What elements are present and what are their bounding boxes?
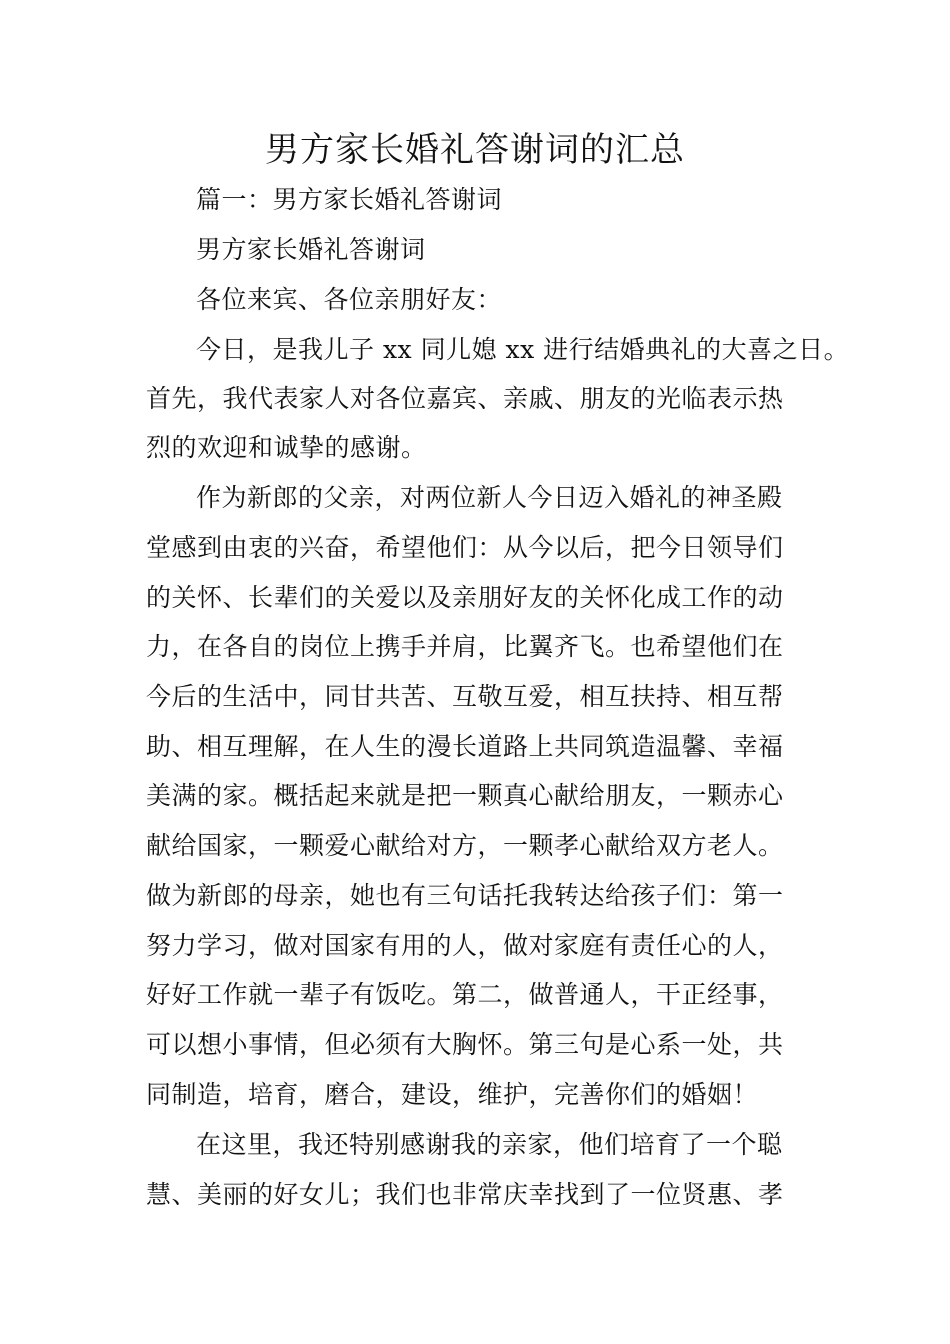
- body-line: 慧、美丽的好女儿；我们也非常庆幸找到了一位贤惠、孝: [146, 1180, 784, 1209]
- body-line: 的关怀、长辈们的关爱以及亲朋好友的关怀化成工作的动: [146, 583, 784, 612]
- body-line: 努力学习，做对国家有用的人，做对家庭有责任心的人，: [146, 931, 784, 960]
- body-line: 可以想小事情，但必须有大胸怀。第三句是心系一处，共: [146, 1030, 784, 1059]
- body-line: 献给国家，一颗爱心献给对方，一颗孝心献给双方老人。: [146, 831, 784, 860]
- body-line: 美满的家。概括起来就是把一颗真心献给朋友，一颗赤心: [146, 781, 784, 810]
- body-line: 作为新郎的父亲，对两位新人今日迈入婚礼的神圣殿: [196, 483, 783, 512]
- body-line: 做为新郎的母亲，她也有三句话托我转达给孩子们：第一: [146, 881, 784, 910]
- body-line: 在这里，我还特别感谢我的亲家，他们培育了一个聪: [196, 1130, 783, 1159]
- body-line: 首先，我代表家人对各位嘉宾、亲戚、朋友的光临表示热: [146, 384, 784, 413]
- body-line: 堂感到由衷的兴奋，希望他们：从今以后，把今日领导们: [146, 533, 784, 562]
- body-line: 同制造，培育，磨合，建设，维护，完善你们的婚姻！: [146, 1080, 759, 1109]
- body-line: 今后的生活中，同甘共苦、互敬互爱，相互扶持、相互帮: [146, 682, 784, 711]
- document-title: 男方家长婚礼答谢词的汇总: [265, 130, 685, 170]
- body-line: 篇一：男方家长婚礼答谢词: [196, 185, 503, 214]
- body-line: 各位来宾、各位亲朋好友：: [196, 285, 503, 314]
- body-line: 力，在各自的岗位上携手并肩，比翼齐飞。也希望他们在: [146, 632, 784, 661]
- body-line: 今日，是我儿子 xx 同儿媳 xx 进行结婚典礼的大喜之日。: [196, 335, 850, 364]
- body-line: 烈的欢迎和诚挚的感谢。: [146, 433, 427, 462]
- body-line: 助、相互理解，在人生的漫长道路上共同筑造温馨、幸福: [146, 732, 784, 761]
- body-line: 好好工作就一辈子有饭吃。第二，做普通人，干正经事，: [146, 980, 784, 1009]
- body-line: 男方家长婚礼答谢词: [196, 235, 426, 264]
